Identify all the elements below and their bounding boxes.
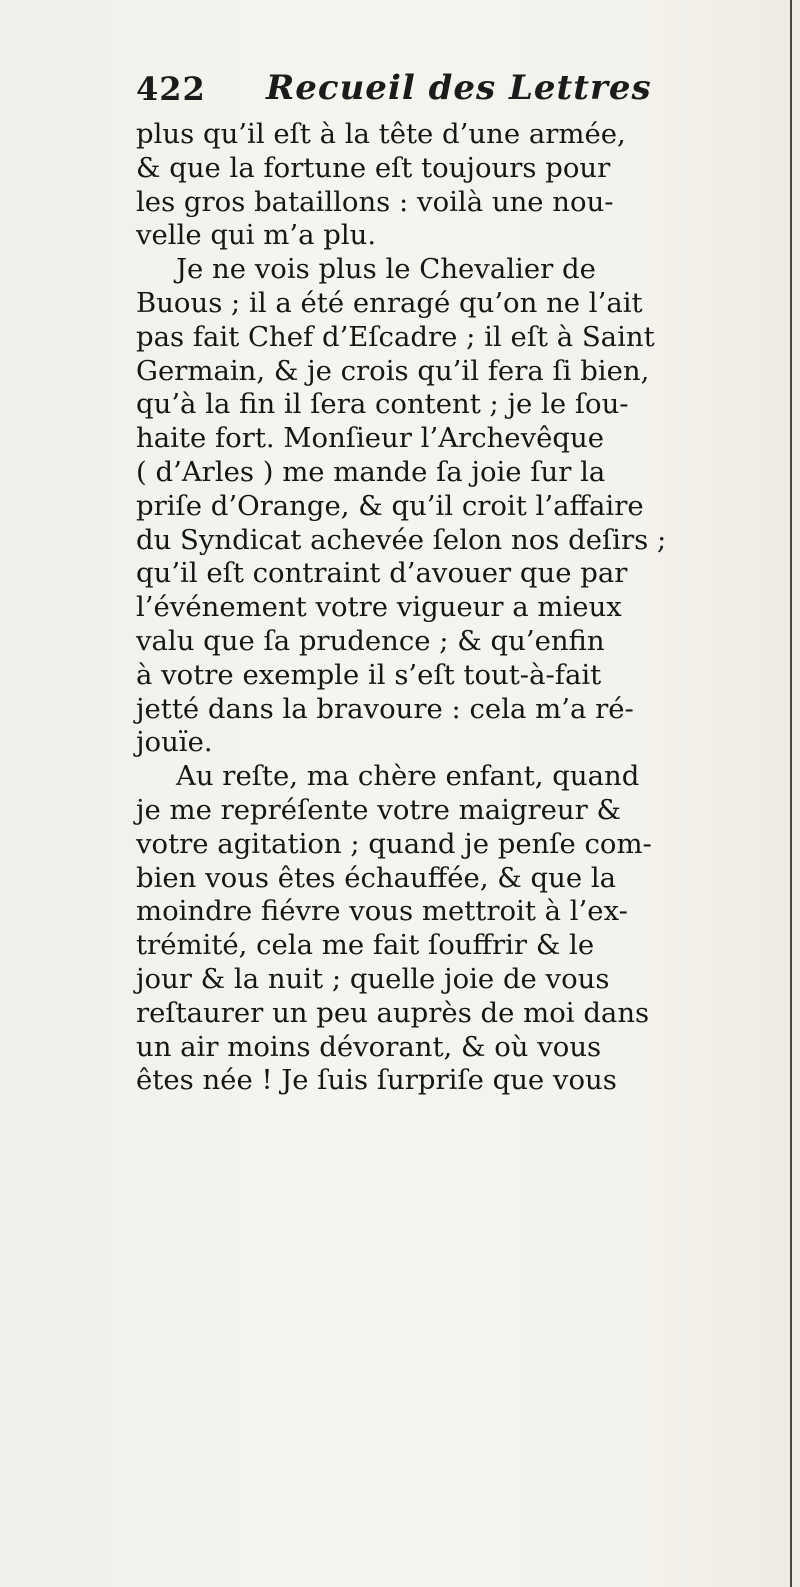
page-number: 422: [136, 70, 206, 108]
text-line: priſe d’Orange, & qu’il croit l’affaire: [136, 489, 644, 522]
text-line: haite fort. Monſieur l’Archevêque: [136, 422, 604, 455]
text-line: Au reſte, ma chère enfant, quand: [176, 760, 640, 793]
page-header: [136, 70, 736, 118]
text-line: valu que ſa prudence ; & qu’enfin: [136, 624, 605, 657]
text-line: bien vous êtes échauffée, & que la: [136, 861, 617, 894]
text-line: les gros bataillons : voilà une nou-: [136, 185, 614, 218]
text-line: pas fait Chef d’Eſcadre ; il eſt à Saint: [136, 320, 655, 353]
text-line: un air moins dévorant, & où vous: [136, 1030, 602, 1063]
text-line: du Syndicat achevée ſelon nos deſirs ;: [136, 523, 667, 556]
text-line: & que la fortune eſt toujours pour: [136, 151, 611, 184]
text-line: je me repréſente votre maigreur &: [136, 793, 621, 826]
text-line: velle qui m’a plu.: [136, 219, 377, 252]
text-line: êtes née ! Je ſuis ſurpriſe que vous: [136, 1064, 617, 1097]
text-line: plus qu’il eſt à la tête d’une armée,: [136, 118, 626, 150]
text-line: moindre fiévre vous mettroit à l’ex-: [136, 895, 628, 928]
text-line: l’événement votre vigueur a mieux: [136, 591, 622, 624]
text-line: jour & la nuit ; quelle joie de vous: [136, 962, 610, 995]
text-line: reſtaurer un peu auprès de moi dans: [136, 996, 650, 1029]
running-title: Recueil des Lettres: [266, 68, 652, 108]
text-line: Buous ; il a été enragé qu’on ne l’ait: [136, 286, 643, 319]
text-line: à votre exemple il s’eſt tout-à-fait: [136, 658, 602, 691]
text-line: trémité, cela me fait ſouffrir & le: [136, 929, 595, 962]
text-line: votre agitation ; quand je penſe com-: [136, 827, 652, 860]
text-line: Je ne vois plus le Chevalier de: [176, 253, 596, 286]
text-line: ( d’Arles ) me mande ſa joie ſur la: [136, 455, 606, 488]
text-line: jetté dans la bravoure : cela m’a ré-: [136, 692, 634, 725]
text-line: qu’à la fin il ſera content ; je le ſou-: [136, 388, 629, 421]
text-line: jouïe.: [136, 726, 213, 759]
text-line: Germain, & je crois qu’il fera ſi bien,: [136, 354, 650, 387]
body-text: [136, 118, 792, 1098]
text-line: qu’il eſt contraint d’avouer que par: [136, 557, 628, 590]
